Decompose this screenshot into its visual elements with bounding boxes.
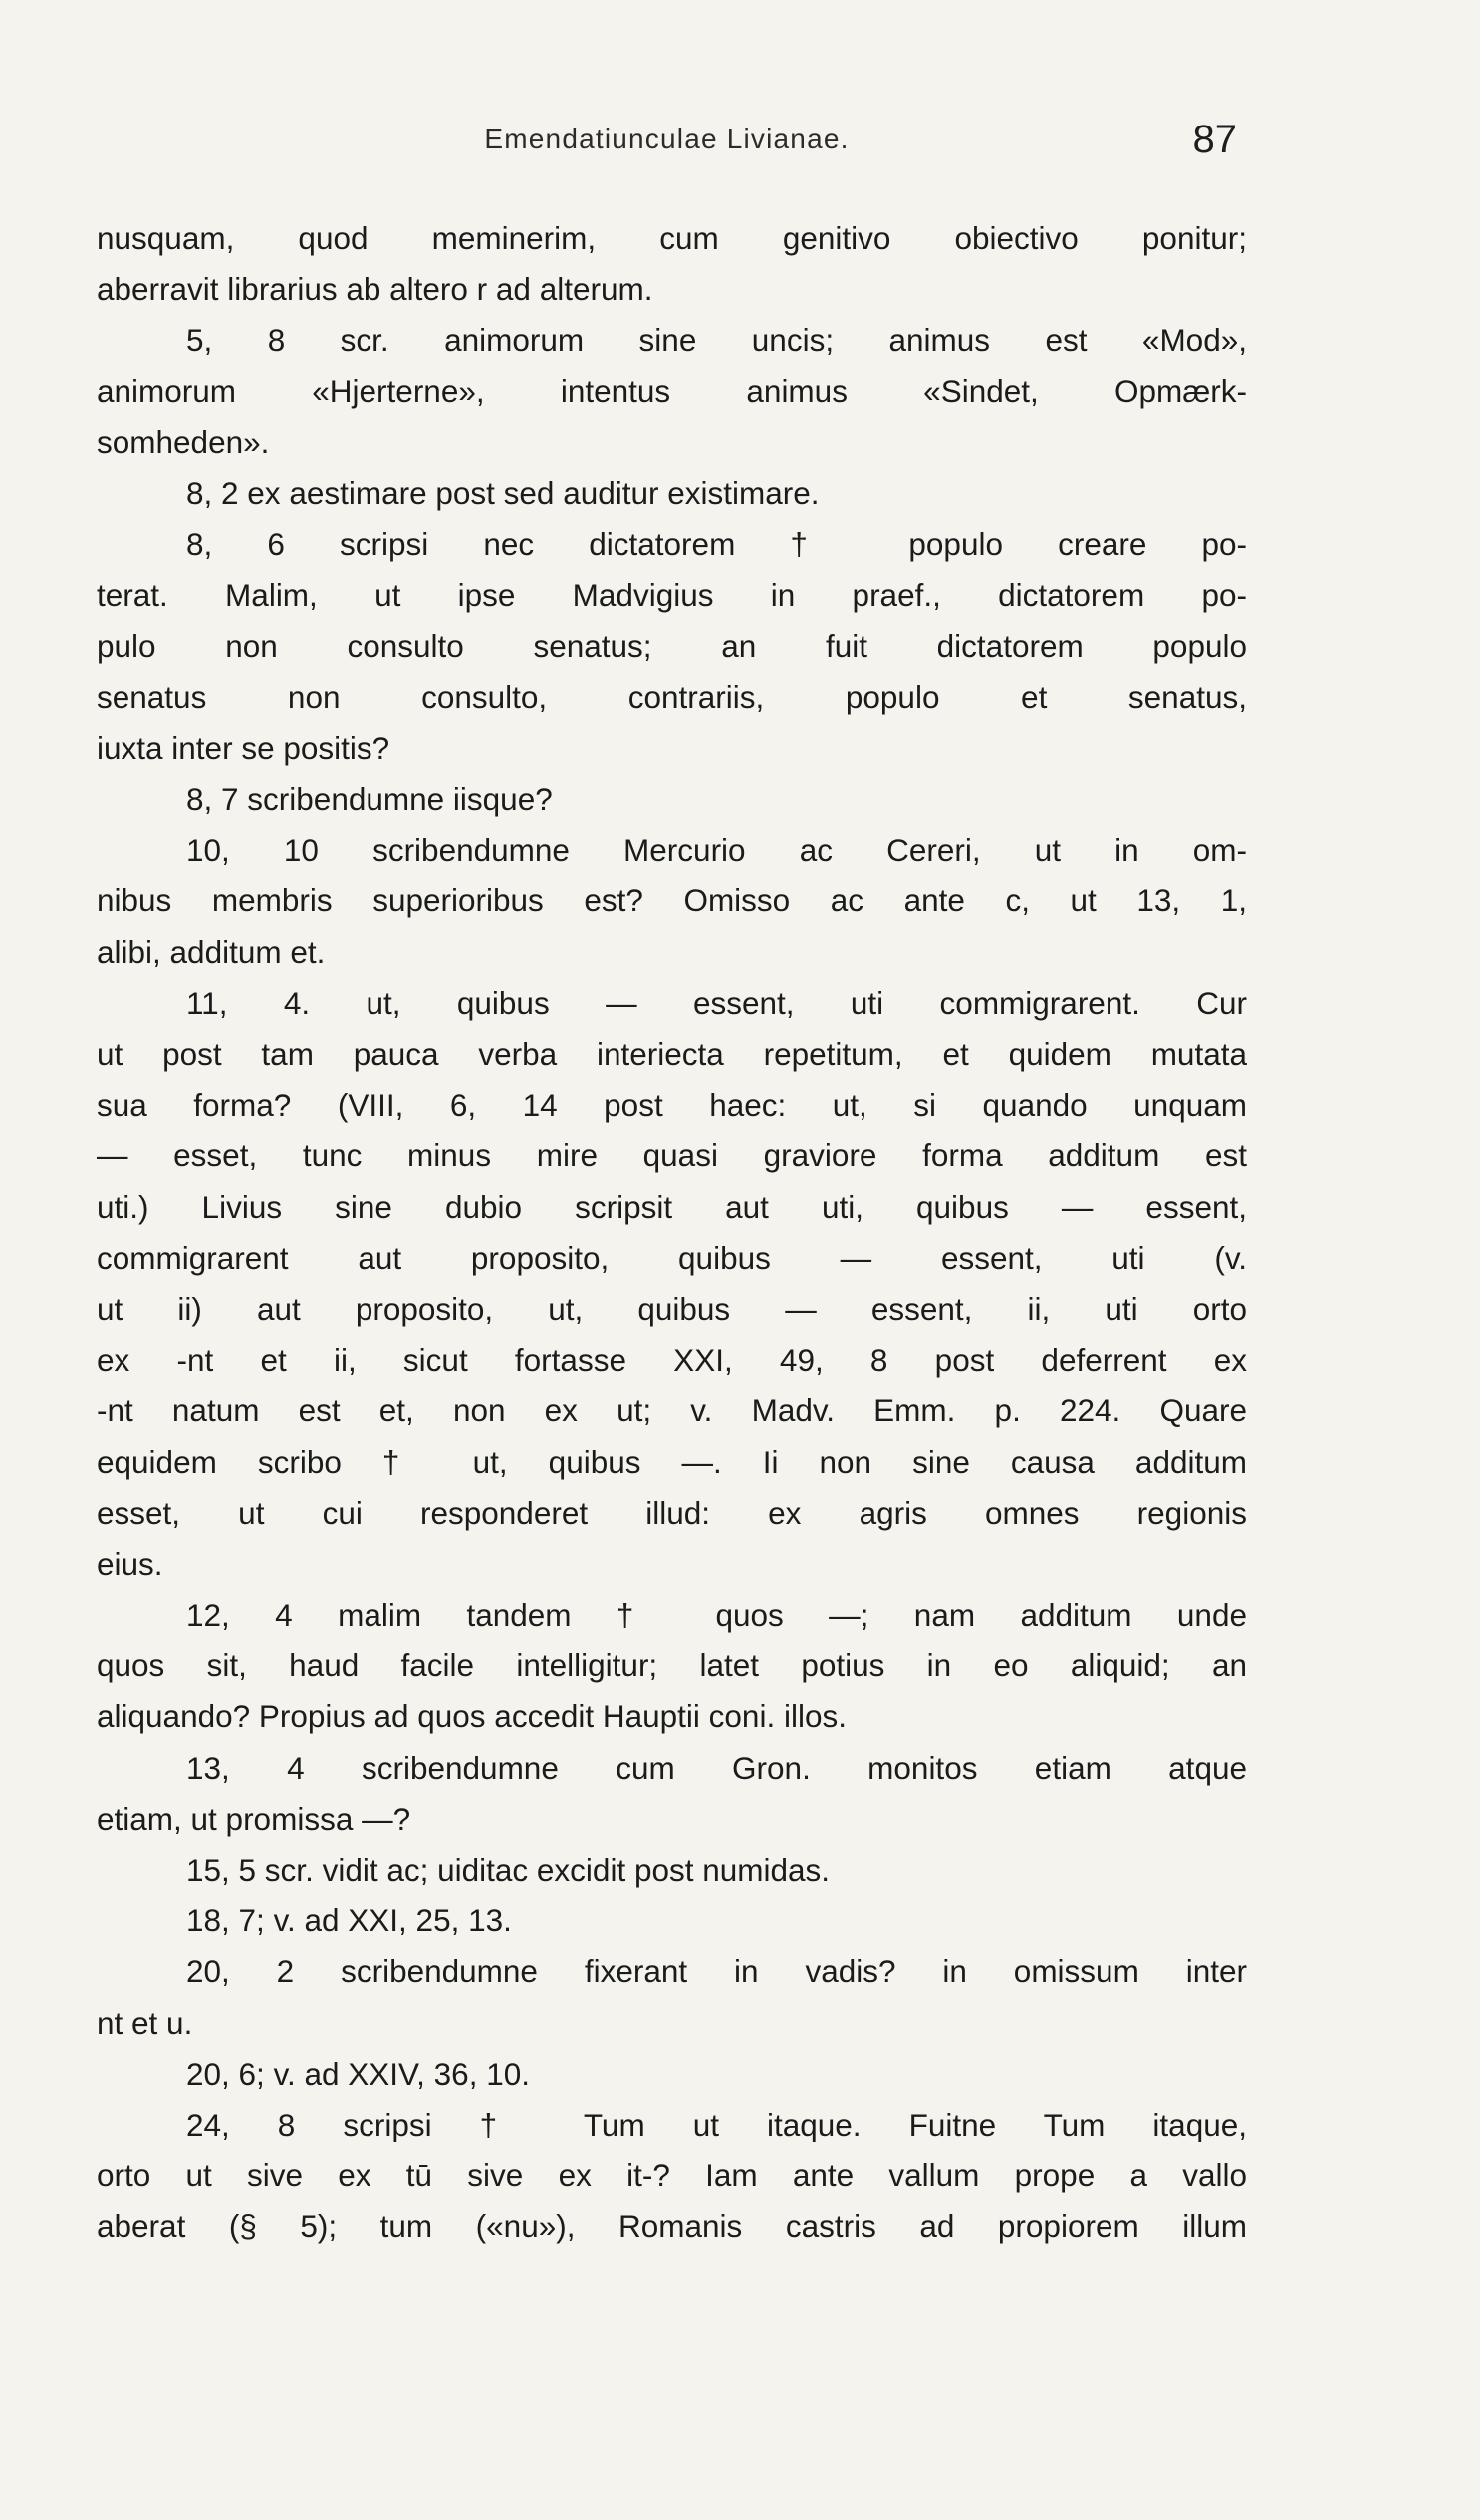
text-line: nt et u. xyxy=(97,2004,193,2041)
text-line: ut ii) aut proposito, ut, quibus — essent, ii, uti orto xyxy=(97,1290,1247,1327)
text-line: aberat (§ 5); tum («nu»), Romanis castris ad propiorem illum xyxy=(97,2208,1247,2245)
text-line: 12, 4 malim tandem † quos —; nam additum unde xyxy=(186,1597,1247,1634)
text-line: equidem scribo † ut, quibus —. Ii non sine causa additum xyxy=(97,1443,1247,1480)
text-line: aberravit librarius ab altero r ad alterum. xyxy=(97,271,653,308)
text-line: etiam, ut promissa —? xyxy=(97,1800,411,1837)
text-line: 20, 6; v. ad XXIV, 36, 10. xyxy=(186,2055,530,2092)
text-line: nusquam, quod meminerim, cum genitivo obiectivo ponitur; xyxy=(97,220,1247,256)
text-line: commigrarent aut proposito, quibus — essent, uti (v. xyxy=(97,1239,1247,1276)
text-line: uti.) Livius sine dubio scripsit aut uti, quibus — essent, xyxy=(97,1188,1247,1225)
running-head xyxy=(97,118,1237,167)
text-line: ut post tam pauca verba interiecta repetitum, et quidem mutata xyxy=(97,1036,1247,1072)
text-line: 5, 8 scr. animorum sine uncis; animus est «Mod», xyxy=(186,322,1247,359)
text-line: nibus membris superioribus est? Omisso ac ante c, ut 13, 1, xyxy=(97,882,1247,919)
text-line: esset, ut cui responderet illud: ex agris omnes regionis xyxy=(97,1494,1247,1531)
text-line: ex -nt et ii, sicut fortasse XXI, 49, 8 post deferrent ex xyxy=(97,1342,1247,1379)
text-line: iuxta inter se positis? xyxy=(97,729,390,766)
text-line: quos sit, haud facile intelligitur; latet potius in eo aliquid; an xyxy=(97,1647,1247,1684)
text-line: aliquando? Propius ad quos accedit Hauptii coni. illos. xyxy=(97,1698,847,1735)
text-line: 13, 4 scribendumne cum Gron. monitos etiam atque xyxy=(186,1749,1247,1786)
text-line: -nt natum est et, non ex ut; v. Madv. Emm. p. 224. Quare xyxy=(97,1392,1247,1429)
text-line: 11, 4. ut, quibus — essent, uti commigrarent. Cur xyxy=(186,984,1247,1021)
text-line: 8, 7 scribendumne iisque? xyxy=(186,781,553,818)
text-line: 8, 2 ex aestimare post sed auditur existimare. xyxy=(186,474,820,511)
text-line: 20, 2 scribendumne fixerant in vadis? in omissum inter xyxy=(186,1953,1247,1990)
text-line: alibi, additum et. xyxy=(97,933,326,970)
page-number: 87 xyxy=(1192,118,1237,161)
text-line: 18, 7; v. ad XXI, 25, 13. xyxy=(186,1902,512,1939)
body-text xyxy=(97,213,1247,2253)
text-line: 15, 5 scr. vidit ac; uiditac excidit post numidas. xyxy=(186,1852,831,1888)
text-line: pulo non consulto senatus; an fuit dictatorem populo xyxy=(97,628,1247,664)
running-title: Emendatiunculae Livianae. xyxy=(484,124,850,154)
text-line: somheden». xyxy=(97,423,270,460)
text-line: senatus non consulto, contrariis, populo et senatus, xyxy=(97,678,1247,715)
text-line: 8, 6 scripsi nec dictatorem † populo creare po- xyxy=(186,526,1247,563)
text-line: animorum «Hjerterne», intentus animus «Sindet, Opmærk- xyxy=(97,373,1247,409)
text-line: sua forma? (VIII, 6, 14 post haec: ut, si quando unquam xyxy=(97,1087,1247,1124)
text-line: eius. xyxy=(97,1545,163,1582)
text-line: 10, 10 scribendumne Mercurio ac Cereri, ut in om- xyxy=(186,832,1247,869)
text-line: orto ut sive ex tū sive ex it-? Iam ante vallum prope a vallo xyxy=(97,2157,1247,2194)
text-line: — esset, tunc minus mire quasi graviore forma additum est xyxy=(97,1137,1247,1174)
text-line: 24, 8 scripsi † Tum ut itaque. Fuitne Tum itaque, xyxy=(186,2106,1247,2142)
text-line: terat. Malim, ut ipse Madvigius in praef., dictatorem po- xyxy=(97,577,1247,614)
